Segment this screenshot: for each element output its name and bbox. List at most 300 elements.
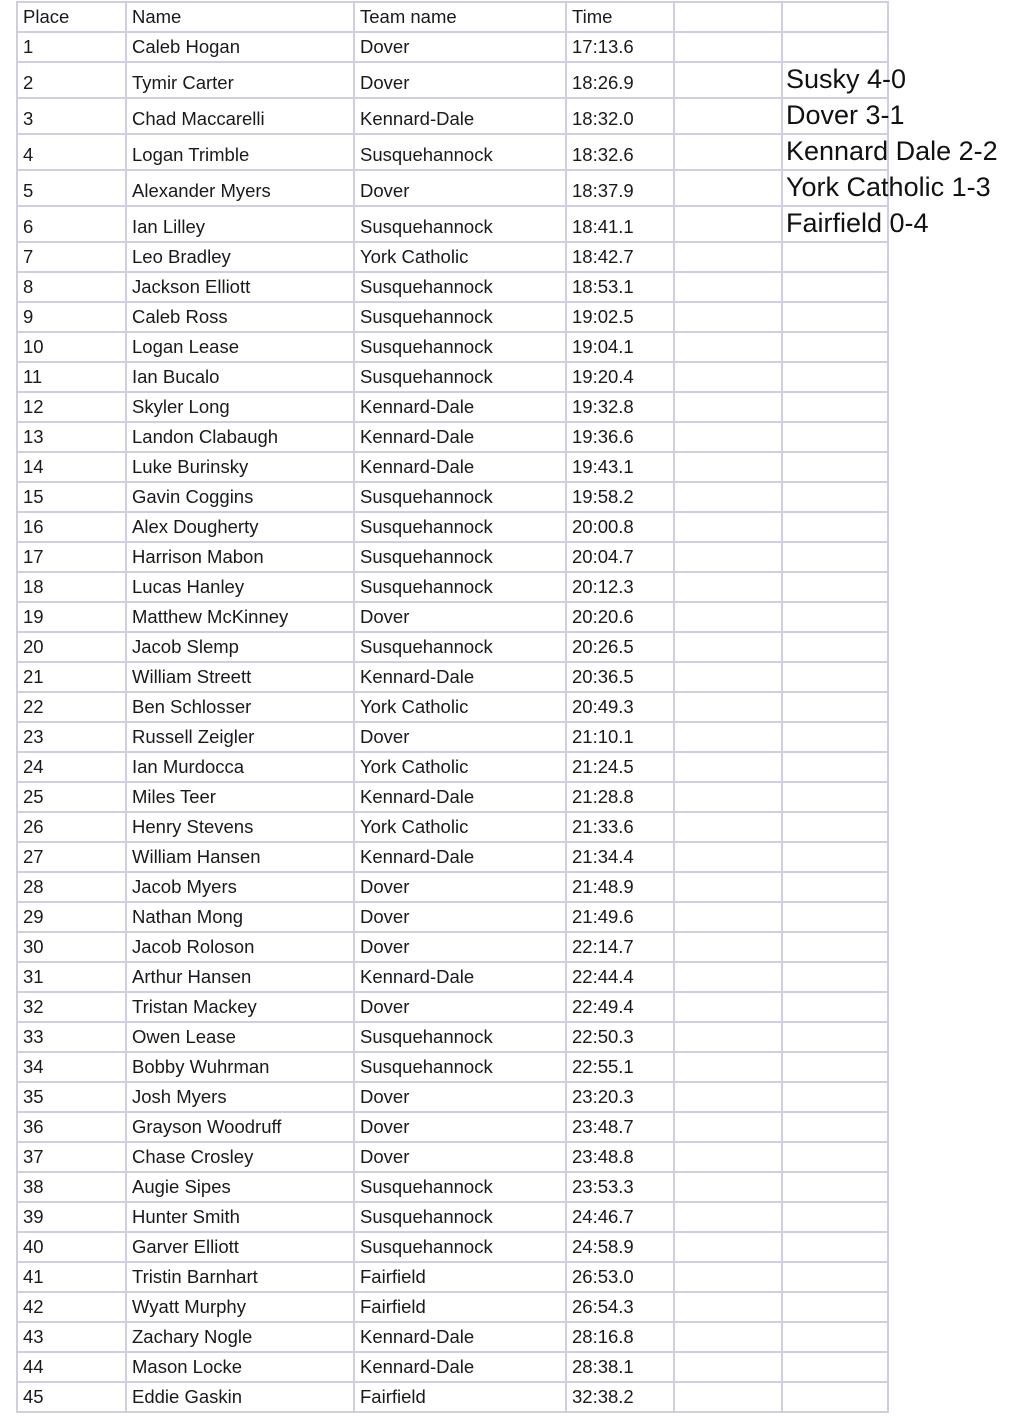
time-cell[interactable]: 20:36.5 xyxy=(565,663,673,691)
team-cell[interactable]: Kennard-Dale xyxy=(353,393,565,421)
team-standing: York Catholic 1-3 xyxy=(786,172,991,202)
empty-cell[interactable] xyxy=(781,843,889,871)
team-cell[interactable]: Kennard-Dale xyxy=(353,1353,565,1381)
name-cell[interactable]: Skyler Long xyxy=(125,393,353,421)
name-cell[interactable]: Alexander Myers xyxy=(125,171,353,205)
empty-cell[interactable] xyxy=(673,1233,781,1261)
place-cell[interactable]: 39 xyxy=(16,1203,125,1231)
table-row xyxy=(16,1113,889,1143)
table-row xyxy=(16,63,907,99)
team-cell[interactable]: Dover xyxy=(353,33,565,61)
empty-cell[interactable] xyxy=(673,633,781,661)
place-cell[interactable]: 12 xyxy=(16,393,125,421)
time-cell[interactable]: 22:55.1 xyxy=(565,1053,673,1081)
empty-cell[interactable] xyxy=(781,1233,889,1261)
team-cell[interactable]: Susquehannock xyxy=(353,273,565,301)
name-cell[interactable]: Logan Lease xyxy=(125,333,353,361)
empty-cell[interactable] xyxy=(673,423,781,451)
time-cell[interactable]: 19:02.5 xyxy=(565,303,673,331)
place-cell[interactable]: 1 xyxy=(16,33,125,61)
empty-cell[interactable] xyxy=(673,33,781,61)
table-row xyxy=(16,243,889,273)
team-cell[interactable]: Susquehannock xyxy=(353,543,565,571)
empty-cell[interactable] xyxy=(673,333,781,361)
team-cell[interactable]: Dover xyxy=(353,1083,565,1111)
place-cell[interactable]: 36 xyxy=(16,1113,125,1141)
name-cell[interactable]: Caleb Hogan xyxy=(125,33,353,61)
place-cell[interactable]: 35 xyxy=(16,1083,125,1111)
time-cell[interactable]: 22:50.3 xyxy=(565,1023,673,1051)
name-cell[interactable]: Matthew McKinney xyxy=(125,603,353,631)
place-cell[interactable]: 37 xyxy=(16,1143,125,1171)
team-cell[interactable]: Susquehannock xyxy=(353,333,565,361)
team-cell[interactable]: Susquehannock xyxy=(353,1053,565,1081)
empty-cell[interactable] xyxy=(673,993,781,1021)
team-cell[interactable]: Fairfield xyxy=(353,1383,565,1411)
team-cell[interactable]: Dover xyxy=(353,171,565,205)
name-cell[interactable]: Henry Stevens xyxy=(125,813,353,841)
empty-cell[interactable] xyxy=(673,1143,781,1171)
team-cell[interactable]: Dover xyxy=(353,1113,565,1141)
time-cell[interactable]: 22:49.4 xyxy=(565,993,673,1021)
header-team[interactable]: Team name xyxy=(353,3,565,31)
time-cell[interactable]: 18:37.9 xyxy=(565,171,673,205)
place-cell[interactable]: 15 xyxy=(16,483,125,511)
empty-cell[interactable] xyxy=(781,483,889,511)
empty-cell[interactable] xyxy=(673,99,781,133)
team-cell[interactable]: Kennard-Dale xyxy=(353,783,565,811)
place-cell[interactable]: 40 xyxy=(16,1233,125,1261)
empty-cell[interactable] xyxy=(673,135,781,169)
place-cell[interactable]: 33 xyxy=(16,1023,125,1051)
empty-cell[interactable] xyxy=(781,1083,889,1111)
place-cell[interactable]: 23 xyxy=(16,723,125,751)
place-cell[interactable]: 4 xyxy=(16,135,125,169)
place-cell[interactable]: 45 xyxy=(16,1383,125,1411)
team-cell[interactable]: Kennard-Dale xyxy=(353,1323,565,1351)
time-cell[interactable]: 21:33.6 xyxy=(565,813,673,841)
team-standing: Kennard Dale 2-2 xyxy=(786,136,998,166)
place-cell[interactable]: 30 xyxy=(16,933,125,961)
empty-cell[interactable] xyxy=(673,393,781,421)
table-row xyxy=(16,363,889,393)
place-cell[interactable]: 44 xyxy=(16,1353,125,1381)
time-cell[interactable]: 19:43.1 xyxy=(565,453,673,481)
name-cell[interactable]: William Hansen xyxy=(125,843,353,871)
table-row xyxy=(16,1383,889,1413)
team-cell[interactable]: Susquehannock xyxy=(353,513,565,541)
empty-cell[interactable] xyxy=(781,243,889,271)
team-cell[interactable]: Dover xyxy=(353,1143,565,1171)
time-cell[interactable]: 32:38.2 xyxy=(565,1383,673,1411)
table-row xyxy=(16,993,889,1023)
place-cell[interactable]: 17 xyxy=(16,543,125,571)
team-cell[interactable]: Susquehannock xyxy=(353,303,565,331)
place-cell[interactable]: 9 xyxy=(16,303,125,331)
place-cell[interactable]: 26 xyxy=(16,813,125,841)
place-cell[interactable]: 10 xyxy=(16,333,125,361)
time-cell[interactable]: 21:24.5 xyxy=(565,753,673,781)
time-cell[interactable]: 19:20.4 xyxy=(565,363,673,391)
team-cell[interactable]: Dover xyxy=(353,603,565,631)
table-row xyxy=(16,813,889,843)
table-row xyxy=(16,333,889,363)
name-cell[interactable]: Garver Elliott xyxy=(125,1233,353,1261)
empty-cell[interactable] xyxy=(781,1053,889,1081)
empty-cell[interactable] xyxy=(673,843,781,871)
time-cell[interactable]: 18:53.1 xyxy=(565,273,673,301)
empty-cell[interactable] xyxy=(673,933,781,961)
team-cell[interactable]: York Catholic xyxy=(353,693,565,721)
team-cell[interactable]: Dover xyxy=(353,63,565,97)
name-cell[interactable]: Zachary Nogle xyxy=(125,1323,353,1351)
name-cell[interactable]: Chad Maccarelli xyxy=(125,99,353,133)
time-cell[interactable]: 21:28.8 xyxy=(565,783,673,811)
empty-cell[interactable] xyxy=(673,207,781,241)
empty-cell[interactable] xyxy=(673,1263,781,1291)
empty-cell[interactable] xyxy=(781,63,907,97)
empty-cell[interactable] xyxy=(781,663,889,691)
time-cell[interactable]: 22:14.7 xyxy=(565,933,673,961)
empty-cell[interactable] xyxy=(781,99,905,133)
empty-cell[interactable] xyxy=(781,1173,889,1201)
name-cell[interactable]: Owen Lease xyxy=(125,1023,353,1051)
time-cell[interactable]: 18:32.6 xyxy=(565,135,673,169)
time-cell[interactable]: 18:32.0 xyxy=(565,99,673,133)
table-row xyxy=(16,303,889,333)
team-cell[interactable]: Susquehannock xyxy=(353,573,565,601)
place-cell[interactable]: 27 xyxy=(16,843,125,871)
team-cell[interactable]: Susquehannock xyxy=(353,633,565,661)
time-cell[interactable]: 21:49.6 xyxy=(565,903,673,931)
name-cell[interactable]: Mason Locke xyxy=(125,1353,353,1381)
place-cell[interactable]: 5 xyxy=(16,171,125,205)
team-standing: Susky 4-0 xyxy=(786,64,907,94)
results-spreadsheet xyxy=(16,1,998,1413)
empty-cell[interactable] xyxy=(781,1263,889,1291)
empty-cell[interactable] xyxy=(673,1053,781,1081)
team-cell[interactable]: Kennard-Dale xyxy=(353,99,565,133)
empty-cell[interactable] xyxy=(781,393,889,421)
time-cell[interactable]: 24:58.9 xyxy=(565,1233,673,1261)
empty-cell[interactable] xyxy=(673,873,781,901)
table-row xyxy=(16,423,889,453)
header-place[interactable]: Place xyxy=(16,3,125,31)
name-cell[interactable]: Ben Schlosser xyxy=(125,693,353,721)
empty-cell[interactable] xyxy=(673,1023,781,1051)
empty-cell[interactable] xyxy=(781,963,889,991)
empty-cell[interactable] xyxy=(673,1293,781,1321)
empty-cell[interactable] xyxy=(673,63,781,97)
time-cell[interactable]: 21:10.1 xyxy=(565,723,673,751)
empty-cell[interactable] xyxy=(673,1113,781,1141)
name-cell[interactable]: Jacob Roloson xyxy=(125,933,353,961)
name-cell[interactable]: Chase Crosley xyxy=(125,1143,353,1171)
name-cell[interactable]: Wyatt Murphy xyxy=(125,1293,353,1321)
team-cell[interactable]: Kennard-Dale xyxy=(353,963,565,991)
name-cell[interactable]: Nathan Mong xyxy=(125,903,353,931)
empty-cell[interactable] xyxy=(673,813,781,841)
empty-cell[interactable] xyxy=(781,933,889,961)
time-cell[interactable]: 21:48.9 xyxy=(565,873,673,901)
empty-cell[interactable] xyxy=(673,171,781,205)
name-cell[interactable]: Bobby Wuhrman xyxy=(125,1053,353,1081)
time-cell[interactable]: 20:26.5 xyxy=(565,633,673,661)
name-cell[interactable]: Jacob Myers xyxy=(125,873,353,901)
empty-cell[interactable] xyxy=(673,273,781,301)
table-row xyxy=(16,135,998,171)
team-cell[interactable]: Fairfield xyxy=(353,1293,565,1321)
empty-cell[interactable] xyxy=(781,1353,889,1381)
empty-cell[interactable] xyxy=(781,993,889,1021)
empty-cell[interactable] xyxy=(781,573,889,601)
empty-cell[interactable] xyxy=(673,303,781,331)
time-cell[interactable]: 18:26.9 xyxy=(565,63,673,97)
name-cell[interactable]: Landon Clabaugh xyxy=(125,423,353,451)
name-cell[interactable]: Ian Lilley xyxy=(125,207,353,241)
empty-cell[interactable] xyxy=(673,1383,781,1411)
empty-cell[interactable] xyxy=(781,1293,889,1321)
name-cell[interactable]: Tristin Barnhart xyxy=(125,1263,353,1291)
place-cell[interactable]: 31 xyxy=(16,963,125,991)
empty-cell[interactable] xyxy=(673,603,781,631)
place-cell[interactable]: 13 xyxy=(16,423,125,451)
empty-cell[interactable] xyxy=(673,573,781,601)
time-cell[interactable]: 20:00.8 xyxy=(565,513,673,541)
empty-cell[interactable] xyxy=(673,783,781,811)
name-cell[interactable]: Tristan Mackey xyxy=(125,993,353,1021)
empty-cell[interactable] xyxy=(781,1143,889,1171)
empty-cell[interactable] xyxy=(781,333,889,361)
empty-cell[interactable] xyxy=(781,603,889,631)
table-row xyxy=(16,843,889,873)
table-row xyxy=(16,753,889,783)
empty-cell[interactable] xyxy=(673,963,781,991)
team-cell[interactable]: Susquehannock xyxy=(353,1233,565,1261)
empty-cell[interactable] xyxy=(781,543,889,571)
time-cell[interactable]: 21:34.4 xyxy=(565,843,673,871)
place-cell[interactable]: 34 xyxy=(16,1053,125,1081)
place-cell[interactable]: 21 xyxy=(16,663,125,691)
place-cell[interactable]: 19 xyxy=(16,603,125,631)
time-cell[interactable]: 19:32.8 xyxy=(565,393,673,421)
name-cell[interactable]: Logan Trimble xyxy=(125,135,353,169)
team-cell[interactable]: Susquehannock xyxy=(353,207,565,241)
empty-cell[interactable] xyxy=(673,1203,781,1231)
empty-cell[interactable] xyxy=(781,1023,889,1051)
name-cell[interactable]: Harrison Mabon xyxy=(125,543,353,571)
time-cell[interactable]: 19:04.1 xyxy=(565,333,673,361)
place-cell[interactable]: 6 xyxy=(16,207,125,241)
empty-cell[interactable] xyxy=(673,1353,781,1381)
empty-cell[interactable] xyxy=(781,783,889,811)
time-cell[interactable]: 26:54.3 xyxy=(565,1293,673,1321)
team-cell[interactable]: Dover xyxy=(353,873,565,901)
name-cell[interactable]: Eddie Gaskin xyxy=(125,1383,353,1411)
team-cell[interactable]: Susquehannock xyxy=(353,1173,565,1201)
name-cell[interactable]: Ian Bucalo xyxy=(125,363,353,391)
name-cell[interactable]: Ian Murdocca xyxy=(125,753,353,781)
empty-cell[interactable] xyxy=(673,903,781,931)
table-row xyxy=(16,933,889,963)
empty-cell[interactable] xyxy=(673,663,781,691)
empty-cell[interactable] xyxy=(781,753,889,781)
place-cell[interactable]: 24 xyxy=(16,753,125,781)
empty-cell[interactable] xyxy=(673,513,781,541)
time-cell[interactable]: 20:49.3 xyxy=(565,693,673,721)
name-cell[interactable]: Luke Burinsky xyxy=(125,453,353,481)
name-cell[interactable]: Jackson Elliott xyxy=(125,273,353,301)
name-cell[interactable]: Tymir Carter xyxy=(125,63,353,97)
empty-cell[interactable] xyxy=(673,1173,781,1201)
name-cell[interactable]: Russell Zeigler xyxy=(125,723,353,751)
time-cell[interactable]: 20:12.3 xyxy=(565,573,673,601)
table-row xyxy=(16,483,889,513)
empty-cell[interactable] xyxy=(673,543,781,571)
empty-cell[interactable] xyxy=(673,363,781,391)
name-cell[interactable]: Josh Myers xyxy=(125,1083,353,1111)
empty-cell[interactable] xyxy=(781,135,998,169)
team-cell[interactable]: Kennard-Dale xyxy=(353,453,565,481)
place-cell[interactable]: 18 xyxy=(16,573,125,601)
time-cell[interactable]: 28:38.1 xyxy=(565,1353,673,1381)
place-cell[interactable]: 32 xyxy=(16,993,125,1021)
empty-cell[interactable] xyxy=(673,453,781,481)
empty-cell[interactable] xyxy=(673,3,781,31)
place-cell[interactable]: 2 xyxy=(16,63,125,97)
place-cell[interactable]: 11 xyxy=(16,363,125,391)
team-cell[interactable]: Susquehannock xyxy=(353,363,565,391)
time-cell[interactable]: 17:13.6 xyxy=(565,33,673,61)
time-cell[interactable]: 23:48.8 xyxy=(565,1143,673,1171)
time-cell[interactable]: 19:36.6 xyxy=(565,423,673,451)
header-time[interactable]: Time xyxy=(565,3,673,31)
place-cell[interactable]: 29 xyxy=(16,903,125,931)
empty-cell[interactable] xyxy=(781,1383,889,1411)
empty-cell[interactable] xyxy=(781,813,889,841)
name-cell[interactable]: Leo Bradley xyxy=(125,243,353,271)
team-cell[interactable]: Fairfield xyxy=(353,1263,565,1291)
place-cell[interactable]: 22 xyxy=(16,693,125,721)
place-cell[interactable]: 43 xyxy=(16,1323,125,1351)
table-row xyxy=(16,633,889,663)
team-cell[interactable]: Susquehannock xyxy=(353,135,565,169)
name-cell[interactable]: William Streett xyxy=(125,663,353,691)
empty-cell[interactable] xyxy=(673,483,781,511)
empty-cell[interactable] xyxy=(781,423,889,451)
empty-cell[interactable] xyxy=(673,243,781,271)
empty-cell[interactable] xyxy=(781,363,889,391)
team-cell[interactable]: Dover xyxy=(353,933,565,961)
empty-cell[interactable] xyxy=(781,723,889,751)
time-cell[interactable]: 20:04.7 xyxy=(565,543,673,571)
team-cell[interactable]: Dover xyxy=(353,903,565,931)
table-row xyxy=(16,663,889,693)
place-cell[interactable]: 8 xyxy=(16,273,125,301)
team-cell[interactable]: Susquehannock xyxy=(353,483,565,511)
empty-cell[interactable] xyxy=(781,303,889,331)
place-cell[interactable]: 3 xyxy=(16,99,125,133)
header-name[interactable]: Name xyxy=(125,3,353,31)
empty-cell[interactable] xyxy=(781,3,889,31)
place-cell[interactable]: 28 xyxy=(16,873,125,901)
name-cell[interactable]: Alex Dougherty xyxy=(125,513,353,541)
empty-cell[interactable] xyxy=(781,1203,889,1231)
team-cell[interactable]: Kennard-Dale xyxy=(353,843,565,871)
empty-cell[interactable] xyxy=(673,1323,781,1351)
team-cell[interactable]: Susquehannock xyxy=(353,1023,565,1051)
name-cell[interactable]: Hunter Smith xyxy=(125,1203,353,1231)
empty-cell[interactable] xyxy=(781,633,889,661)
empty-cell[interactable] xyxy=(781,903,889,931)
time-cell[interactable]: 23:20.3 xyxy=(565,1083,673,1111)
team-cell[interactable]: York Catholic xyxy=(353,243,565,271)
time-cell[interactable]: 20:20.6 xyxy=(565,603,673,631)
place-cell[interactable]: 25 xyxy=(16,783,125,811)
empty-cell[interactable] xyxy=(781,273,889,301)
name-cell[interactable]: Miles Teer xyxy=(125,783,353,811)
name-cell[interactable]: Gavin Coggins xyxy=(125,483,353,511)
name-cell[interactable]: Grayson Woodruff xyxy=(125,1113,353,1141)
place-cell[interactable]: 20 xyxy=(16,633,125,661)
name-cell[interactable]: Arthur Hansen xyxy=(125,963,353,991)
empty-cell[interactable] xyxy=(781,453,889,481)
empty-cell[interactable] xyxy=(781,513,889,541)
empty-cell[interactable] xyxy=(673,753,781,781)
place-cell[interactable]: 16 xyxy=(16,513,125,541)
empty-cell[interactable] xyxy=(781,207,929,241)
time-cell[interactable]: 22:44.4 xyxy=(565,963,673,991)
team-cell[interactable]: Kennard-Dale xyxy=(353,663,565,691)
team-cell[interactable]: York Catholic xyxy=(353,813,565,841)
name-cell[interactable]: Caleb Ross xyxy=(125,303,353,331)
table-row xyxy=(16,693,889,723)
time-cell[interactable]: 18:42.7 xyxy=(565,243,673,271)
empty-cell[interactable] xyxy=(781,693,889,721)
place-cell[interactable]: 14 xyxy=(16,453,125,481)
name-cell[interactable]: Lucas Hanley xyxy=(125,573,353,601)
team-cell[interactable]: Kennard-Dale xyxy=(353,423,565,451)
time-cell[interactable]: 18:41.1 xyxy=(565,207,673,241)
empty-cell[interactable] xyxy=(781,1113,889,1141)
time-cell[interactable]: 19:58.2 xyxy=(565,483,673,511)
name-cell[interactable]: Augie Sipes xyxy=(125,1173,353,1201)
time-cell[interactable]: 23:48.7 xyxy=(565,1113,673,1141)
team-cell[interactable]: Susquehannock xyxy=(353,1203,565,1231)
place-cell[interactable]: 42 xyxy=(16,1293,125,1321)
time-cell[interactable]: 24:46.7 xyxy=(565,1203,673,1231)
place-cell[interactable]: 38 xyxy=(16,1173,125,1201)
team-cell[interactable]: Dover xyxy=(353,993,565,1021)
empty-cell[interactable] xyxy=(673,693,781,721)
time-cell[interactable]: 28:16.8 xyxy=(565,1323,673,1351)
place-cell[interactable]: 41 xyxy=(16,1263,125,1291)
team-cell[interactable]: Dover xyxy=(353,723,565,751)
place-cell[interactable]: 7 xyxy=(16,243,125,271)
time-cell[interactable]: 23:53.3 xyxy=(565,1173,673,1201)
empty-cell[interactable] xyxy=(781,171,991,205)
empty-cell[interactable] xyxy=(781,1323,889,1351)
team-standing: Fairfield 0-4 xyxy=(786,208,929,238)
empty-cell[interactable] xyxy=(781,873,889,901)
time-cell[interactable]: 26:53.0 xyxy=(565,1263,673,1291)
empty-cell[interactable] xyxy=(781,33,889,61)
empty-cell[interactable] xyxy=(673,1083,781,1111)
name-cell[interactable]: Jacob Slemp xyxy=(125,633,353,661)
empty-cell[interactable] xyxy=(673,723,781,751)
team-cell[interactable]: York Catholic xyxy=(353,753,565,781)
table-row xyxy=(16,1293,889,1323)
